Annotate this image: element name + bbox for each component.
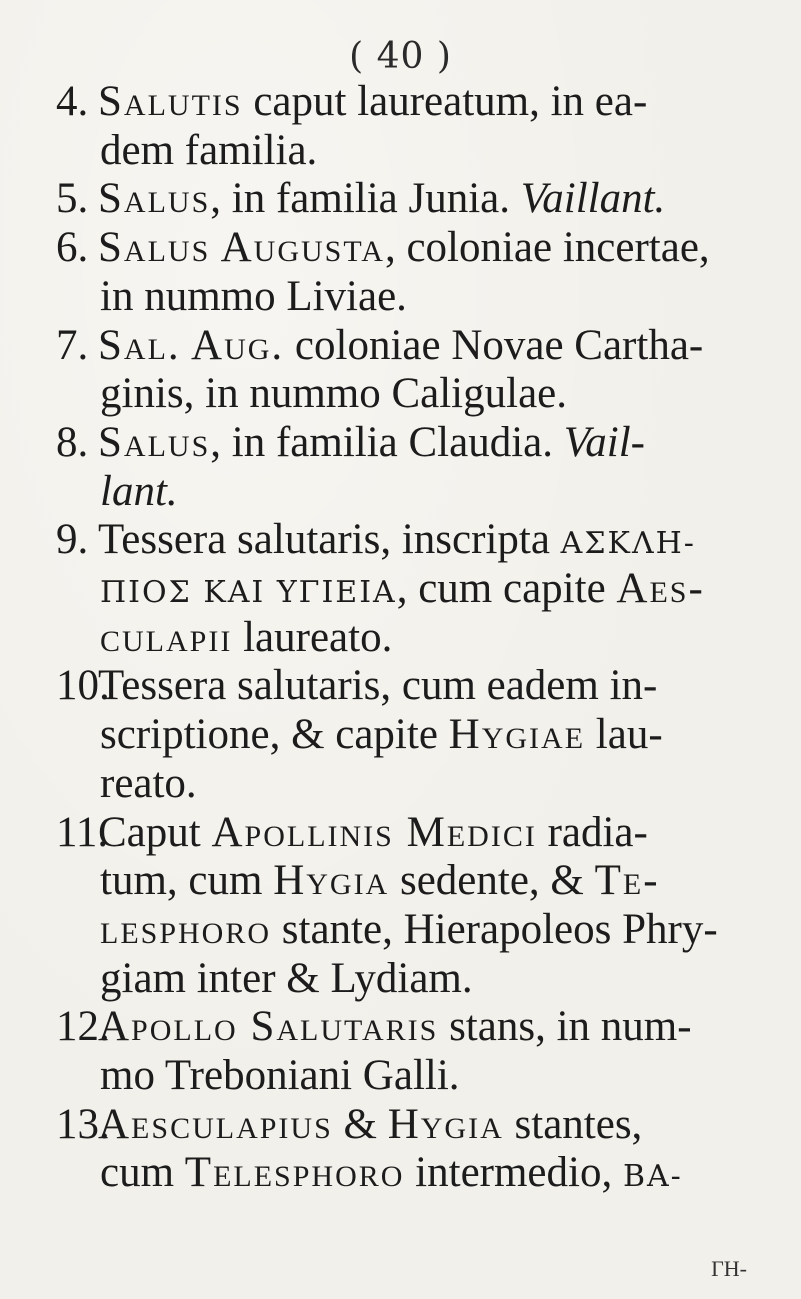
text-line — [100, 127, 317, 175]
entry-text: culapii — [100, 613, 233, 661]
entry-text: Tessera salutaris, inscripta — [98, 516, 561, 564]
entry-text: Caput — [98, 808, 212, 856]
entry-text: Aesculapius — [98, 1100, 333, 1148]
entry-text: Sal. Aug. — [98, 321, 285, 369]
entry-text: ΑΣΚΛΗ- — [560, 526, 696, 562]
text-line — [56, 516, 696, 564]
text-line — [100, 711, 663, 759]
entry-text: intermedio, — [404, 1149, 623, 1197]
entry-text: Aes- — [616, 565, 705, 612]
text-line — [56, 662, 657, 710]
entry-text: Salutis — [98, 78, 243, 125]
entry-text: , in familia Claudia. — [210, 418, 564, 466]
entry-number: 9. — [56, 516, 89, 564]
entry-text: Salus — [98, 175, 211, 223]
entry-text: Tessera salutaris, cum eadem in- — [98, 662, 658, 710]
entry-number: 5. — [56, 175, 89, 223]
entry-text: stans, in num- — [438, 1003, 692, 1051]
entry-text: Salus Augusta — [98, 224, 385, 272]
text-line — [56, 809, 648, 857]
text-line — [56, 1003, 692, 1051]
entry-text: Te- — [594, 857, 660, 905]
entry-text: lesphoro — [100, 905, 272, 953]
text-line — [100, 370, 567, 418]
text-line — [100, 614, 392, 662]
entry-text: ΒΑ- — [622, 1159, 683, 1195]
entry-text: ΠΙΟΣ ΚΑΙ ΥΓΙΕΙΑ — [100, 575, 397, 610]
page-number: ( 40 ) — [349, 36, 452, 77]
text-line — [56, 224, 710, 272]
text-line — [100, 857, 660, 905]
entry-number: 12. — [56, 1003, 110, 1051]
entry-number: 11. — [56, 808, 109, 856]
text-line — [56, 1101, 642, 1149]
entry-text: sedente, & — [389, 857, 595, 905]
catchword: ΓΗ- — [711, 1256, 747, 1281]
entry-text: scriptione, & capite — [100, 711, 449, 759]
entry-text: Vail- — [563, 418, 645, 466]
text-line — [100, 760, 197, 808]
entry-text: stantes, — [503, 1100, 643, 1148]
entry-text: radia- — [536, 808, 648, 856]
entry-text: Hygia — [273, 857, 390, 905]
entry-text: Apollinis Medici — [211, 808, 537, 856]
entry-text: Hygiae — [448, 711, 586, 759]
entry-text: giam inter & Lydiam. — [100, 954, 473, 1002]
text-line — [56, 322, 703, 370]
text-line — [100, 273, 407, 321]
text-line — [56, 78, 647, 126]
entry-text: mo Treboniani Galli. — [100, 1052, 460, 1099]
entry-number: 10. — [56, 662, 110, 710]
entry-text: caput laureatum, in ea- — [242, 78, 648, 125]
text-line — [56, 175, 665, 223]
entry-text: Hygia — [387, 1100, 504, 1148]
entry-text: in nummo Liviae. — [100, 272, 407, 320]
entry-text: Vaillant. — [520, 175, 666, 223]
entry-text: lau- — [585, 711, 663, 759]
entry-number: 13. — [56, 1100, 110, 1148]
entry-text: lant. — [100, 467, 178, 515]
text-line — [100, 1149, 683, 1197]
entry-number: 8. — [56, 418, 89, 466]
entry-text: cum — [100, 1149, 185, 1197]
entry-number: 4. — [56, 78, 89, 125]
entry-text: , coloniae incertae, — [384, 224, 710, 272]
entry-text: coloniae Novae Cartha- — [284, 321, 704, 369]
entry-text: , in familia Junia. — [210, 175, 521, 223]
entry-number: 6. — [56, 224, 89, 272]
entry-text: laureato. — [232, 613, 393, 661]
entry-text: ginis, in nummo Caligulae. — [100, 370, 567, 418]
text-line — [100, 906, 718, 954]
entry-text: Apollo Salutaris — [98, 1003, 439, 1051]
entry-text: & — [332, 1100, 388, 1148]
entry-text: stante, Hierapoleos Phry- — [271, 905, 718, 953]
text-line — [100, 1052, 460, 1100]
entry-text: reato. — [100, 759, 197, 807]
text-line — [100, 565, 705, 613]
entry-number: 7. — [56, 321, 89, 369]
text-line — [56, 419, 645, 467]
entry-text: Salus — [98, 418, 211, 466]
text-line — [100, 468, 178, 516]
entry-text: tum, cum — [100, 857, 274, 905]
text-line — [100, 955, 473, 1003]
entry-text: dem familia. — [100, 126, 318, 174]
entry-text: , cum capite — [396, 565, 617, 612]
entry-text: Telesphoro — [184, 1149, 405, 1197]
